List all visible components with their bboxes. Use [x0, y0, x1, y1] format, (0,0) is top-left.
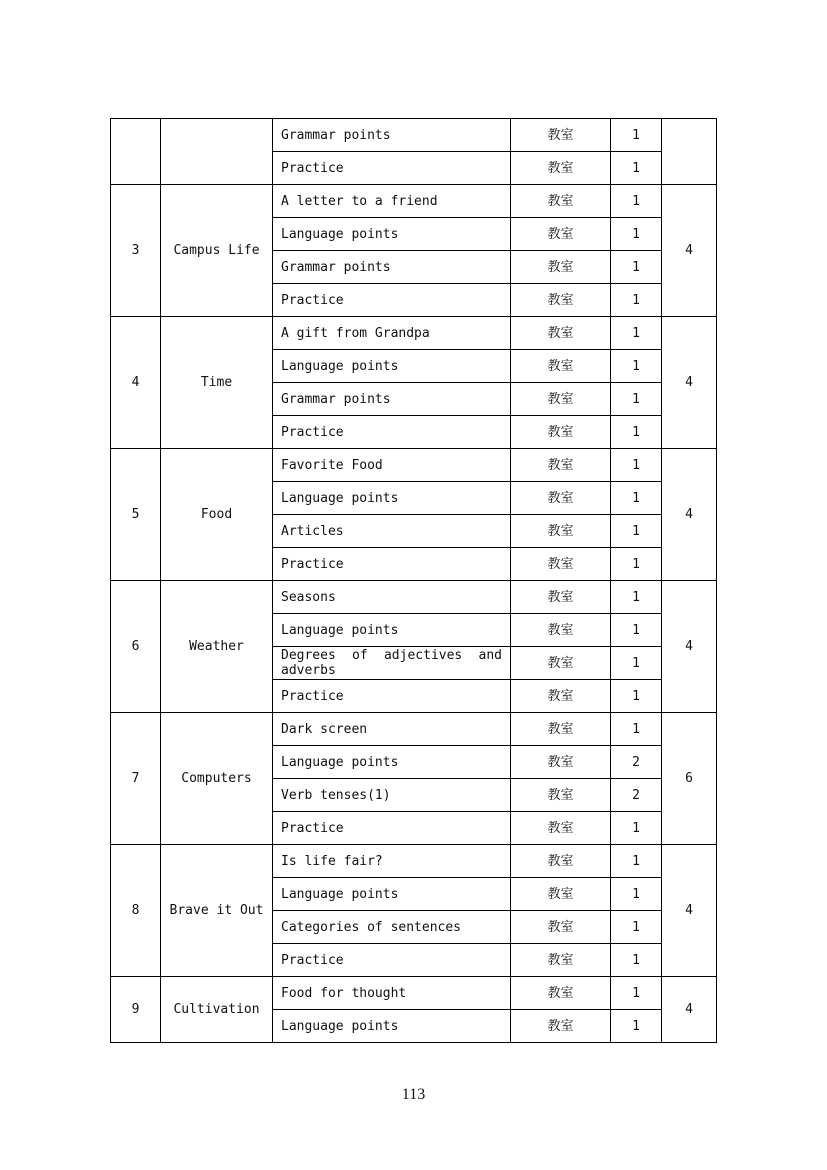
schedule-body — [111, 119, 717, 1043]
unit-number-cell: 7 — [111, 713, 161, 845]
lesson-topic-cell: Language points — [273, 614, 511, 647]
lesson-topic-cell: Favorite Food — [273, 449, 511, 482]
unit-total-hours-cell: 6 — [662, 713, 717, 845]
lesson-hours-cell: 1 — [611, 251, 662, 284]
lesson-location-cell: 教室 — [511, 713, 611, 746]
lesson-topic-cell: Language points — [273, 482, 511, 515]
unit-total-hours-cell: 4 — [662, 185, 717, 317]
lesson-topic-cell: Articles — [273, 515, 511, 548]
lesson-location-cell: 教室 — [511, 383, 611, 416]
unit-total-hours-cell: 4 — [662, 977, 717, 1043]
lesson-topic-cell: Language points — [273, 350, 511, 383]
lesson-hours-cell: 1 — [611, 680, 662, 713]
lesson-topic-cell: Grammar points — [273, 119, 511, 152]
lesson-hours-cell: 1 — [611, 350, 662, 383]
unit-title-cell: Brave it Out — [161, 845, 273, 977]
lesson-location-cell: 教室 — [511, 977, 611, 1010]
table-row — [111, 449, 717, 482]
table-row — [111, 713, 717, 746]
lesson-hours-cell: 2 — [611, 779, 662, 812]
lesson-location-cell: 教室 — [511, 482, 611, 515]
lesson-hours-cell: 1 — [611, 647, 662, 680]
lesson-hours-cell: 1 — [611, 581, 662, 614]
unit-number-cell: 8 — [111, 845, 161, 977]
unit-number-cell: 3 — [111, 185, 161, 317]
lesson-hours-cell: 1 — [611, 845, 662, 878]
lesson-location-cell: 教室 — [511, 647, 611, 680]
unit-title-cell: Cultivation — [161, 977, 273, 1043]
lesson-location-cell: 教室 — [511, 779, 611, 812]
unit-title-cell: Weather — [161, 581, 273, 713]
lesson-location-cell: 教室 — [511, 548, 611, 581]
unit-title-cell: Time — [161, 317, 273, 449]
lesson-topic-cell: Language points — [273, 746, 511, 779]
lesson-hours-cell: 1 — [611, 284, 662, 317]
unit-number-cell: 9 — [111, 977, 161, 1043]
table-row — [111, 845, 717, 878]
lesson-location-cell: 教室 — [511, 284, 611, 317]
lesson-hours-cell: 1 — [611, 911, 662, 944]
lesson-location-cell: 教室 — [511, 185, 611, 218]
lesson-topic-cell: A gift from Grandpa — [273, 317, 511, 350]
lesson-location-cell: 教室 — [511, 812, 611, 845]
lesson-location-cell: 教室 — [511, 119, 611, 152]
lesson-topic-cell: Practice — [273, 548, 511, 581]
lesson-location-cell: 教室 — [511, 317, 611, 350]
lesson-topic-cell: Practice — [273, 416, 511, 449]
lesson-hours-cell: 1 — [611, 416, 662, 449]
lesson-topic-cell: Verb tenses(1) — [273, 779, 511, 812]
lesson-topic-cell: A letter to a friend — [273, 185, 511, 218]
lesson-location-cell: 教室 — [511, 350, 611, 383]
lesson-location-cell: 教室 — [511, 845, 611, 878]
lesson-topic-cell: Grammar points — [273, 251, 511, 284]
lesson-hours-cell: 1 — [611, 1010, 662, 1043]
lesson-location-cell: 教室 — [511, 152, 611, 185]
table-row — [111, 119, 717, 152]
lesson-location-cell: 教室 — [511, 449, 611, 482]
table-row — [111, 185, 717, 218]
lesson-hours-cell: 1 — [611, 944, 662, 977]
lesson-topic-cell: Practice — [273, 680, 511, 713]
lesson-topic-cell: Language points — [273, 218, 511, 251]
unit-number-cell — [111, 119, 161, 185]
lesson-hours-cell: 1 — [611, 152, 662, 185]
lesson-location-cell: 教室 — [511, 944, 611, 977]
lesson-topic-cell: Grammar points — [273, 383, 511, 416]
lesson-hours-cell: 1 — [611, 548, 662, 581]
lesson-hours-cell: 1 — [611, 977, 662, 1010]
lesson-location-cell: 教室 — [511, 911, 611, 944]
unit-number-cell: 6 — [111, 581, 161, 713]
lesson-location-cell: 教室 — [511, 614, 611, 647]
course-schedule-table — [110, 118, 717, 1043]
lesson-hours-cell: 1 — [611, 614, 662, 647]
lesson-topic-cell: Practice — [273, 944, 511, 977]
table-row — [111, 977, 717, 1010]
unit-total-hours-cell: 4 — [662, 449, 717, 581]
lesson-topic-cell: Categories of sentences — [273, 911, 511, 944]
lesson-location-cell: 教室 — [511, 878, 611, 911]
unit-title-cell: Campus Life — [161, 185, 273, 317]
lesson-location-cell: 教室 — [511, 1010, 611, 1043]
unit-total-hours-cell — [662, 119, 717, 185]
lesson-hours-cell: 2 — [611, 746, 662, 779]
unit-title-cell: Food — [161, 449, 273, 581]
lesson-hours-cell: 1 — [611, 383, 662, 416]
lesson-topic-cell: Degrees of adjectives and adverbs — [273, 647, 511, 680]
page-number: 113 — [401, 1086, 426, 1103]
lesson-location-cell: 教室 — [511, 746, 611, 779]
lesson-topic-cell: Food for thought — [273, 977, 511, 1010]
unit-total-hours-cell: 4 — [662, 581, 717, 713]
lesson-hours-cell: 1 — [611, 449, 662, 482]
unit-title-cell: Computers — [161, 713, 273, 845]
lesson-topic-cell: Practice — [273, 284, 511, 317]
unit-number-cell: 4 — [111, 317, 161, 449]
lesson-location-cell: 教室 — [511, 251, 611, 284]
lesson-hours-cell: 1 — [611, 713, 662, 746]
lesson-hours-cell: 1 — [611, 218, 662, 251]
lesson-hours-cell: 1 — [611, 119, 662, 152]
lesson-location-cell: 教室 — [511, 515, 611, 548]
table-row — [111, 581, 717, 614]
lesson-hours-cell: 1 — [611, 878, 662, 911]
lesson-location-cell: 教室 — [511, 416, 611, 449]
lesson-hours-cell: 1 — [611, 812, 662, 845]
lesson-topic-cell: Practice — [273, 812, 511, 845]
table-row — [111, 317, 717, 350]
lesson-topic-cell: Language points — [273, 878, 511, 911]
lesson-location-cell: 教室 — [511, 581, 611, 614]
unit-title-cell — [161, 119, 273, 185]
lesson-topic-cell: Practice — [273, 152, 511, 185]
lesson-topic-cell: Dark screen — [273, 713, 511, 746]
unit-number-cell: 5 — [111, 449, 161, 581]
lesson-hours-cell: 1 — [611, 515, 662, 548]
lesson-hours-cell: 1 — [611, 482, 662, 515]
lesson-hours-cell: 1 — [611, 185, 662, 218]
lesson-hours-cell: 1 — [611, 317, 662, 350]
unit-total-hours-cell: 4 — [662, 317, 717, 449]
lesson-topic-cell: Is life fair? — [273, 845, 511, 878]
lesson-location-cell: 教室 — [511, 218, 611, 251]
unit-total-hours-cell: 4 — [662, 845, 717, 977]
lesson-location-cell: 教室 — [511, 680, 611, 713]
lesson-topic-cell: Language points — [273, 1010, 511, 1043]
lesson-topic-cell: Seasons — [273, 581, 511, 614]
